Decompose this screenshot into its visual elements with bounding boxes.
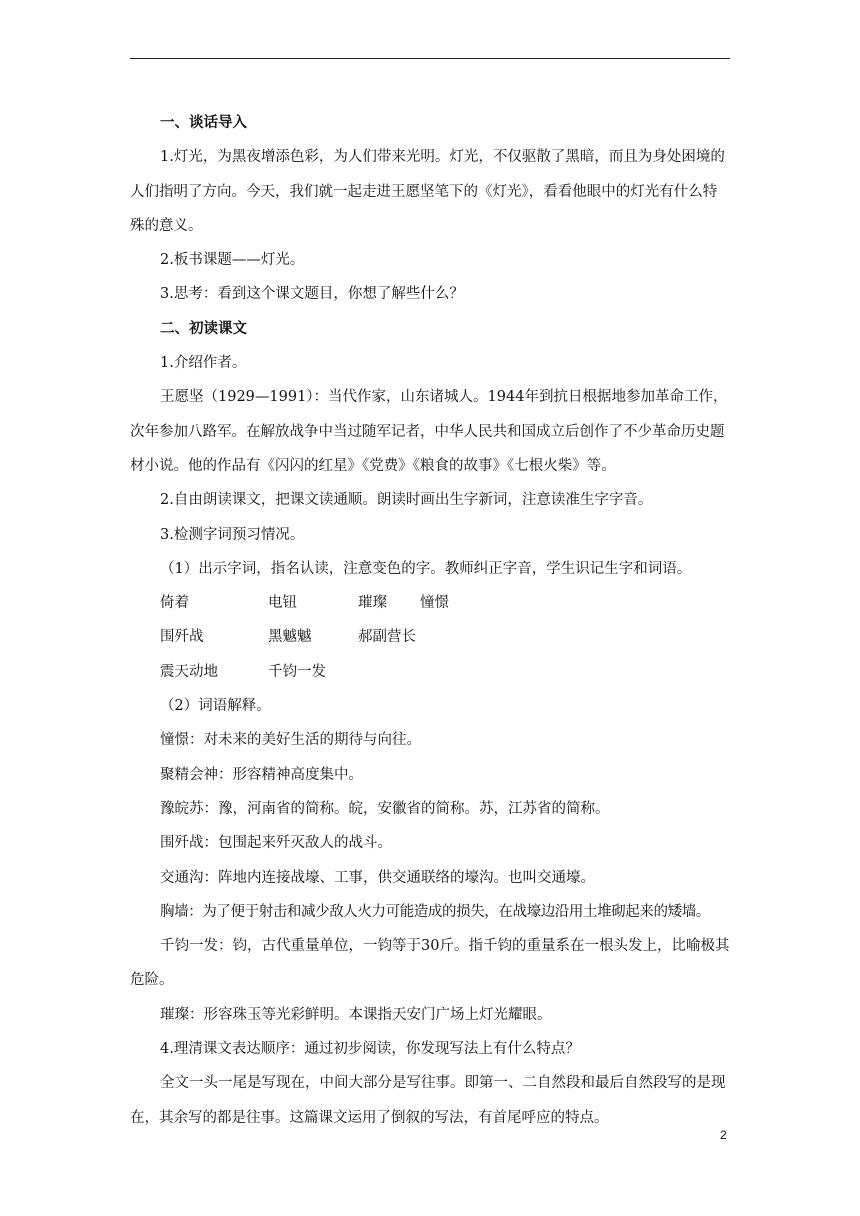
word: 郝副营长	[358, 629, 416, 646]
word-row	[130, 620, 730, 654]
paragraph: 3.思考：看到这个课文题目，你想了解些什么？	[160, 286, 464, 303]
paragraph: 1.介绍作者。	[160, 355, 247, 372]
section-heading: 一、谈话导入	[160, 114, 247, 131]
paragraph: 全文一头一尾是写现在，中间大部分是写往事。即第一、二自然段和最后自然段写的是现在，其余写的都是往事。这篇课文运用了倒叙的写法，有首尾呼应的特点。	[130, 1075, 726, 1126]
word: 倚着	[160, 595, 189, 612]
definition: 憧憬：对未来的美好生活的期待与向往。	[160, 732, 421, 749]
paragraph: （1）出示字词，指名认读，注意变色的字。教师纠正字音，学生识记生字和词语。	[160, 560, 692, 577]
paragraph: 4.理清课文表达顺序：通过初步阅读，你发现写法上有什么特点？	[160, 1041, 580, 1058]
definition: 胸墙：为了便于射击和减少敌人火力可能造成的损失，在战壕边沿用土堆砌起来的矮墙。	[160, 903, 710, 920]
definition: 交通沟：阵地内连接战壕、工事，供交通联络的壕沟。也叫交通壕。	[160, 869, 595, 886]
paragraph: 1.灯光，为黑夜增添色彩，为人们带来光明。灯光，不仅驱散了黑暗，而且为身处困境的人们指明了方向。今天，我们就一起走进王愿坚笔下的《灯光》，看看他眼中的灯光有什么特殊的意义。	[130, 149, 725, 234]
word-row	[130, 655, 730, 689]
page-number: 2	[720, 1128, 727, 1142]
word: 璀璨	[358, 595, 387, 612]
word-row	[130, 586, 730, 620]
word: 电钮	[268, 595, 297, 612]
definition: 聚精会神：形容精神高度集中。	[160, 766, 363, 783]
definition: 豫皖苏：豫，河南省的简称。皖，安徽省的简称。苏，江苏省的简称。	[160, 800, 610, 817]
header-rule	[130, 58, 730, 59]
paragraph: 王愿坚（1929—1991）：当代作家，山东诸城人。1944年到抗日根据地参加革命工作，次年参加八路军。在解放战争中当过随军记者，中华人民共和国成立后创作了不少革命历史题材小说。他的作品有《闪闪的红星》《党费》《粮食的故事》《七根火柴》等。	[130, 389, 728, 474]
word: 黑魆魆	[268, 629, 312, 646]
word: 千钧一发	[268, 663, 326, 680]
definition: 围歼战：包围起来歼灭敌人的战斗。	[160, 835, 392, 852]
definition: 千钧一发：钧，古代重量单位，一钧等于30斤。指千钧的重量系在一根头发上，比喻极其危险。	[130, 938, 730, 989]
document-body	[130, 106, 730, 1135]
definition: 璀璨：形容珠玉等光彩鲜明。本课指天安门广场上灯光耀眼。	[160, 1006, 552, 1023]
word: 震天动地	[160, 663, 218, 680]
paragraph: （2）词语解释。	[160, 698, 271, 715]
paragraph: 2.板书课题——灯光。	[160, 252, 305, 269]
paragraph: 3.检测字词预习情况。	[160, 526, 305, 543]
paragraph: 2.自由朗读课文，把课文读通顺。朗读时画出生字新词，注意读准生字字音。	[160, 492, 653, 509]
word: 围歼战	[160, 629, 204, 646]
section-heading: 二、初读课文	[160, 319, 247, 337]
word: 憧憬	[420, 595, 449, 612]
